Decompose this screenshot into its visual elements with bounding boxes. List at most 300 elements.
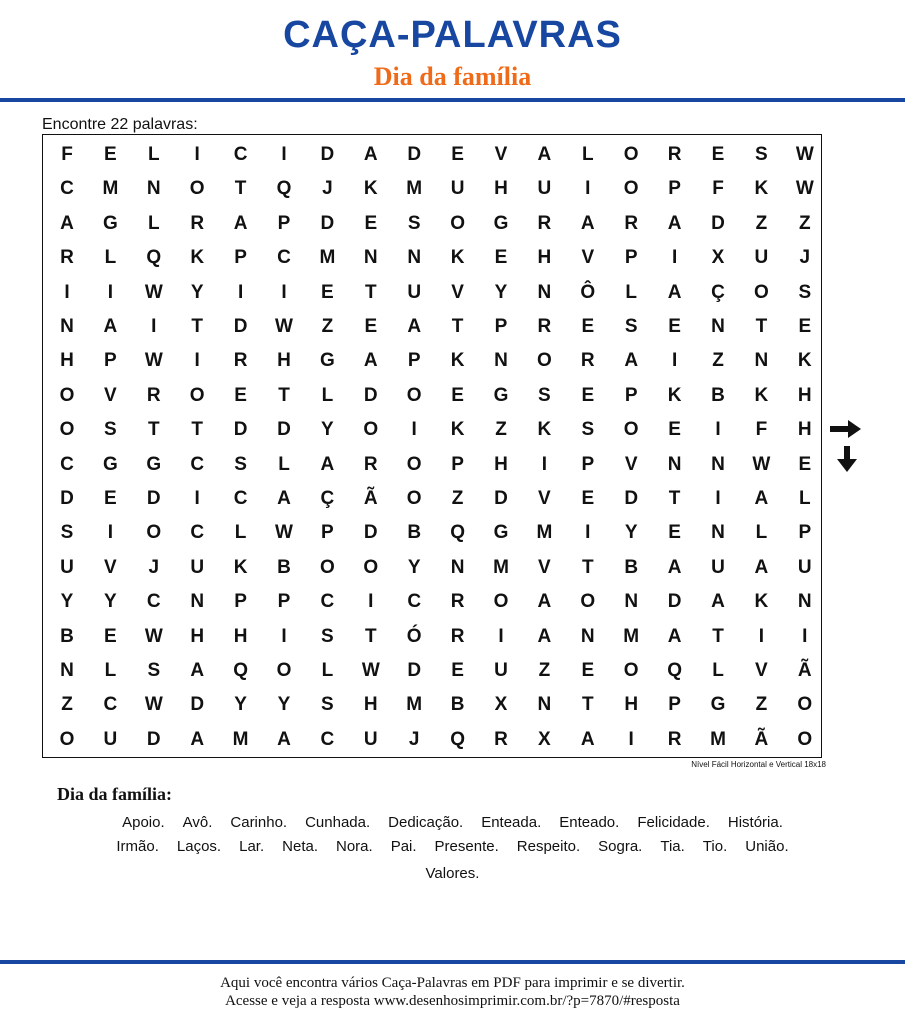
grid-cell[interactable]: A bbox=[190, 660, 205, 681]
grid-cell[interactable]: O bbox=[59, 384, 75, 406]
grid-cell[interactable]: Y bbox=[494, 281, 508, 303]
grid-cell[interactable]: Z bbox=[495, 419, 507, 441]
grid-cell[interactable]: S bbox=[234, 453, 247, 475]
grid-cell[interactable]: I bbox=[585, 178, 591, 200]
grid-cell[interactable]: N bbox=[711, 522, 725, 544]
grid-cell[interactable]: T bbox=[364, 281, 377, 303]
grid-cell[interactable]: A bbox=[103, 316, 118, 337]
grid-cell[interactable]: V bbox=[104, 384, 117, 406]
grid-cell[interactable]: D bbox=[407, 144, 422, 165]
grid-cell[interactable]: I bbox=[194, 488, 200, 509]
grid-cell[interactable]: E bbox=[798, 316, 812, 337]
grid-cell[interactable]: V bbox=[581, 247, 595, 269]
grid-cell[interactable]: O bbox=[59, 728, 75, 750]
grid-cell[interactable]: N bbox=[624, 591, 639, 613]
grid-cell[interactable]: D bbox=[233, 316, 248, 337]
grid-cell[interactable]: L bbox=[234, 522, 247, 544]
grid-cell[interactable]: A bbox=[320, 453, 335, 475]
grid-cell[interactable]: O bbox=[189, 384, 205, 406]
grid-cell[interactable]: M bbox=[536, 522, 553, 544]
grid-cell[interactable]: Ó bbox=[406, 625, 422, 647]
grid-cell[interactable]: R bbox=[580, 350, 595, 372]
grid-cell[interactable]: O bbox=[623, 419, 639, 441]
grid-cell[interactable]: W bbox=[361, 660, 380, 681]
grid-cell[interactable]: C bbox=[277, 247, 291, 269]
grid-cell[interactable]: H bbox=[537, 247, 552, 269]
grid-cell[interactable]: M bbox=[710, 728, 726, 750]
grid-cell[interactable]: K bbox=[754, 178, 769, 200]
grid-cell[interactable]: P bbox=[624, 384, 638, 406]
grid-cell[interactable]: N bbox=[797, 591, 812, 613]
grid-cell[interactable]: X bbox=[494, 694, 508, 716]
grid-cell[interactable]: I bbox=[671, 247, 678, 269]
grid-cell[interactable]: S bbox=[538, 384, 551, 406]
grid-cell[interactable]: E bbox=[581, 384, 595, 406]
grid-cell[interactable]: P bbox=[104, 350, 117, 372]
grid-cell[interactable]: N bbox=[494, 350, 508, 372]
grid-cell[interactable]: B bbox=[450, 694, 465, 716]
grid-cell[interactable]: N bbox=[537, 281, 552, 303]
grid-cell[interactable]: G bbox=[493, 384, 509, 406]
grid-cell[interactable]: A bbox=[624, 350, 639, 372]
grid-cell[interactable]: N bbox=[754, 350, 769, 372]
grid-cell[interactable]: P bbox=[321, 522, 334, 544]
grid-cell[interactable]: W bbox=[795, 178, 814, 200]
grid-cell[interactable]: A bbox=[60, 212, 74, 234]
grid-cell[interactable]: A bbox=[537, 144, 552, 165]
grid-cell[interactable]: K bbox=[233, 556, 248, 578]
grid-cell[interactable]: S bbox=[321, 625, 334, 647]
grid-cell[interactable]: T bbox=[668, 488, 681, 509]
grid-cell[interactable]: R bbox=[146, 384, 161, 406]
grid-cell[interactable]: E bbox=[364, 212, 378, 234]
grid-cell[interactable]: U bbox=[190, 556, 205, 578]
grid-cell[interactable]: B bbox=[277, 556, 291, 578]
grid-cell[interactable]: A bbox=[233, 212, 248, 234]
grid-cell[interactable]: F bbox=[755, 419, 768, 441]
grid-cell[interactable]: E bbox=[451, 660, 464, 681]
grid-cell[interactable]: Z bbox=[451, 488, 464, 509]
grid-cell[interactable]: P bbox=[234, 247, 247, 269]
grid-cell[interactable]: S bbox=[624, 316, 638, 337]
grid-cell[interactable]: A bbox=[363, 350, 378, 372]
grid-cell[interactable]: W bbox=[752, 453, 771, 475]
grid-cell[interactable]: P bbox=[668, 694, 681, 716]
grid-cell[interactable]: O bbox=[363, 556, 379, 578]
grid-cell[interactable]: A bbox=[667, 556, 682, 578]
grid-cell[interactable]: I bbox=[281, 281, 287, 303]
grid-cell[interactable]: A bbox=[363, 144, 378, 165]
grid-cell[interactable]: D bbox=[320, 212, 335, 234]
grid-cell[interactable]: R bbox=[363, 453, 378, 475]
grid-cell[interactable]: D bbox=[363, 522, 378, 544]
grid-cell[interactable]: R bbox=[190, 212, 205, 234]
grid-cell[interactable]: O bbox=[623, 660, 639, 681]
grid-cell[interactable]: O bbox=[537, 350, 552, 372]
grid-cell[interactable]: J bbox=[799, 247, 811, 269]
grid-cell[interactable]: E bbox=[234, 384, 247, 406]
grid-cell[interactable]: S bbox=[147, 660, 161, 681]
grid-cell[interactable]: Q bbox=[450, 522, 465, 544]
grid-cell[interactable]: N bbox=[580, 625, 595, 647]
grid-cell[interactable]: R bbox=[667, 144, 682, 165]
grid-cell[interactable]: B bbox=[624, 556, 639, 578]
grid-cell[interactable]: L bbox=[798, 488, 811, 509]
grid-cell[interactable]: J bbox=[408, 728, 420, 750]
grid-cell[interactable]: P bbox=[624, 247, 638, 269]
grid-cell[interactable]: B bbox=[60, 625, 74, 647]
grid-cell[interactable]: I bbox=[411, 419, 417, 441]
grid-cell[interactable]: H bbox=[190, 625, 205, 647]
grid-cell[interactable]: Ô bbox=[580, 281, 596, 303]
grid-cell[interactable]: A bbox=[667, 212, 682, 234]
grid-cell[interactable]: H bbox=[494, 178, 508, 200]
grid-cell[interactable]: P bbox=[407, 350, 421, 372]
grid-cell[interactable]: T bbox=[712, 625, 724, 647]
grid-cell[interactable]: E bbox=[668, 419, 681, 441]
grid-cell[interactable]: K bbox=[450, 350, 465, 372]
grid-cell[interactable]: E bbox=[104, 488, 117, 509]
grid-cell[interactable]: D bbox=[494, 488, 508, 509]
grid-cell[interactable]: Y bbox=[104, 591, 117, 613]
grid-cell[interactable]: R bbox=[494, 728, 508, 750]
grid-cell[interactable]: R bbox=[450, 591, 465, 613]
grid-cell[interactable]: H bbox=[797, 419, 812, 441]
grid-cell[interactable]: Z bbox=[321, 316, 334, 337]
grid-cell[interactable]: X bbox=[711, 247, 725, 269]
grid-cell[interactable]: Ã bbox=[797, 660, 812, 681]
grid-cell[interactable]: T bbox=[278, 384, 290, 406]
grid-cell[interactable]: S bbox=[755, 144, 768, 165]
grid-cell[interactable]: C bbox=[233, 488, 248, 509]
grid-cell[interactable]: T bbox=[191, 316, 203, 337]
grid-cell[interactable]: N bbox=[450, 556, 465, 578]
grid-cell[interactable]: I bbox=[281, 144, 287, 165]
grid-cell[interactable]: U bbox=[407, 281, 422, 303]
grid-cell[interactable]: C bbox=[233, 144, 248, 165]
grid-cell[interactable]: U bbox=[537, 178, 552, 200]
grid-cell[interactable]: N bbox=[711, 453, 725, 475]
grid-cell[interactable]: Z bbox=[755, 212, 768, 234]
grid-cell[interactable]: C bbox=[103, 694, 118, 716]
grid-cell[interactable]: R bbox=[60, 247, 74, 269]
grid-cell[interactable]: I bbox=[107, 281, 114, 303]
grid-cell[interactable]: E bbox=[581, 316, 595, 337]
grid-cell[interactable]: E bbox=[711, 144, 725, 165]
grid-cell[interactable]: A bbox=[277, 488, 291, 509]
grid-cell[interactable]: C bbox=[190, 522, 205, 544]
grid-cell[interactable]: L bbox=[147, 144, 160, 165]
grid-cell[interactable]: E bbox=[104, 625, 117, 647]
grid-cell[interactable]: K bbox=[450, 419, 465, 441]
grid-cell[interactable]: O bbox=[493, 591, 509, 613]
grid-cell[interactable]: O bbox=[754, 281, 769, 303]
grid-cell[interactable]: A bbox=[407, 316, 422, 337]
grid-cell[interactable]: U bbox=[494, 660, 508, 681]
grid-cell[interactable]: E bbox=[668, 316, 681, 337]
grid-cell[interactable]: L bbox=[104, 660, 117, 681]
grid-cell[interactable]: M bbox=[623, 625, 640, 647]
grid-cell[interactable]: N bbox=[60, 316, 74, 337]
grid-cell[interactable]: U bbox=[60, 556, 74, 578]
grid-cell[interactable]: I bbox=[758, 625, 765, 647]
grid-cell[interactable]: G bbox=[320, 350, 335, 372]
grid-cell[interactable]: C bbox=[320, 728, 335, 750]
grid-cell[interactable]: W bbox=[144, 350, 163, 372]
grid-cell[interactable]: O bbox=[623, 144, 639, 165]
grid-cell[interactable]: W bbox=[144, 281, 163, 303]
grid-cell[interactable]: T bbox=[147, 419, 160, 441]
grid-cell[interactable]: D bbox=[60, 488, 74, 509]
grid-cell[interactable]: D bbox=[407, 660, 422, 681]
grid-cell[interactable]: E bbox=[364, 316, 378, 337]
grid-cell[interactable]: E bbox=[798, 453, 812, 475]
grid-cell[interactable]: N bbox=[190, 591, 205, 613]
grid-cell[interactable]: R bbox=[624, 212, 639, 234]
grid-cell[interactable]: T bbox=[451, 316, 464, 337]
grid-cell[interactable]: V bbox=[624, 453, 638, 475]
grid-cell[interactable]: O bbox=[580, 591, 596, 613]
grid-cell[interactable]: U bbox=[103, 728, 118, 750]
grid-cell[interactable]: G bbox=[710, 694, 726, 716]
grid-cell[interactable]: N bbox=[667, 453, 682, 475]
grid-cell[interactable]: F bbox=[61, 144, 73, 165]
grid-cell[interactable]: K bbox=[537, 419, 552, 441]
grid-cell[interactable]: D bbox=[320, 144, 335, 165]
grid-cell[interactable]: S bbox=[60, 522, 74, 544]
grid-cell[interactable]: P bbox=[668, 178, 681, 200]
grid-cell[interactable]: H bbox=[797, 384, 812, 406]
grid-cell[interactable]: U bbox=[797, 556, 812, 578]
grid-cell[interactable]: V bbox=[451, 281, 464, 303]
grid-cell[interactable]: A bbox=[537, 625, 552, 647]
grid-cell[interactable]: M bbox=[319, 247, 336, 269]
grid-cell[interactable]: O bbox=[406, 384, 422, 406]
grid-cell[interactable]: Z bbox=[755, 694, 768, 716]
grid-cell[interactable]: R bbox=[233, 350, 248, 372]
grid-cell[interactable]: P bbox=[581, 453, 595, 475]
grid-cell[interactable]: G bbox=[493, 212, 509, 234]
grid-cell[interactable]: K bbox=[190, 247, 205, 269]
grid-cell[interactable]: Y bbox=[624, 522, 638, 544]
grid-cell[interactable]: R bbox=[450, 625, 465, 647]
grid-cell[interactable]: I bbox=[368, 591, 374, 613]
grid-cell[interactable]: K bbox=[363, 178, 378, 200]
grid-cell[interactable]: A bbox=[667, 281, 682, 303]
grid-cell[interactable]: T bbox=[364, 625, 377, 647]
grid-cell[interactable]: I bbox=[194, 144, 200, 165]
grid-cell[interactable]: F bbox=[712, 178, 724, 200]
grid-cell[interactable]: E bbox=[451, 144, 464, 165]
grid-cell[interactable]: Y bbox=[60, 591, 74, 613]
grid-cell[interactable]: N bbox=[146, 178, 161, 200]
grid-cell[interactable]: E bbox=[451, 384, 464, 406]
grid-cell[interactable]: D bbox=[190, 694, 205, 716]
grid-cell[interactable]: O bbox=[797, 694, 813, 716]
grid-cell[interactable]: P bbox=[451, 453, 464, 475]
grid-cell[interactable]: D bbox=[624, 488, 639, 509]
grid-cell[interactable]: O bbox=[146, 522, 162, 544]
grid-cell[interactable]: D bbox=[711, 212, 725, 234]
grid-cell[interactable]: O bbox=[450, 212, 465, 234]
grid-cell[interactable]: P bbox=[277, 591, 291, 613]
grid-cell[interactable]: A bbox=[754, 488, 769, 509]
grid-cell[interactable]: G bbox=[493, 522, 509, 544]
grid-cell[interactable]: Z bbox=[538, 660, 551, 681]
grid-cell[interactable]: A bbox=[580, 212, 595, 234]
grid-cell[interactable]: L bbox=[104, 247, 117, 269]
grid-cell[interactable]: I bbox=[281, 625, 287, 647]
grid-cell[interactable]: S bbox=[104, 419, 117, 441]
grid-cell[interactable]: L bbox=[278, 453, 290, 475]
grid-cell[interactable]: Ç bbox=[711, 281, 725, 303]
grid-cell[interactable]: O bbox=[276, 660, 292, 681]
grid-cell[interactable]: T bbox=[755, 316, 768, 337]
grid-cell[interactable]: Q bbox=[450, 728, 465, 750]
grid-cell[interactable]: L bbox=[147, 212, 160, 234]
grid-cell[interactable]: I bbox=[498, 625, 504, 647]
grid-cell[interactable]: H bbox=[277, 350, 291, 372]
grid-cell[interactable]: U bbox=[754, 247, 769, 269]
grid-cell[interactable]: L bbox=[321, 384, 334, 406]
grid-cell[interactable]: W bbox=[275, 522, 293, 544]
grid-cell[interactable]: Ã bbox=[363, 488, 378, 509]
grid-cell[interactable]: L bbox=[321, 660, 334, 681]
grid-cell[interactable]: N bbox=[537, 694, 552, 716]
grid-cell[interactable]: A bbox=[580, 728, 595, 750]
grid-cell[interactable]: W bbox=[144, 625, 163, 647]
grid-cell[interactable]: Q bbox=[233, 660, 248, 681]
grid-cell[interactable]: S bbox=[798, 281, 812, 303]
grid-cell[interactable]: D bbox=[363, 384, 378, 406]
grid-cell[interactable]: A bbox=[711, 591, 725, 613]
grid-cell[interactable]: Q bbox=[276, 178, 292, 200]
grid-cell[interactable]: V bbox=[104, 556, 117, 578]
grid-cell[interactable]: O bbox=[623, 178, 639, 200]
grid-cell[interactable]: L bbox=[755, 522, 768, 544]
grid-cell[interactable]: I bbox=[194, 350, 200, 372]
grid-cell[interactable]: T bbox=[191, 419, 203, 441]
grid-cell[interactable]: X bbox=[538, 728, 551, 750]
grid-cell[interactable]: B bbox=[407, 522, 422, 544]
grid-cell[interactable]: D bbox=[233, 419, 248, 441]
grid-cell[interactable]: E bbox=[668, 522, 681, 544]
grid-cell[interactable]: C bbox=[60, 178, 74, 200]
grid-cell[interactable]: I bbox=[628, 728, 634, 750]
grid-cell[interactable]: E bbox=[104, 144, 117, 165]
grid-cell[interactable]: K bbox=[754, 591, 769, 613]
grid-cell[interactable]: I bbox=[671, 350, 678, 372]
grid-cell[interactable]: Y bbox=[407, 556, 421, 578]
grid-cell[interactable]: N bbox=[60, 660, 74, 681]
grid-cell[interactable]: Y bbox=[277, 694, 291, 716]
grid-cell[interactable]: T bbox=[581, 694, 594, 716]
grid-cell[interactable]: I bbox=[585, 522, 591, 544]
grid-cell[interactable]: D bbox=[277, 419, 291, 441]
grid-cell[interactable]: R bbox=[537, 212, 552, 234]
grid-cell[interactable]: G bbox=[103, 453, 118, 475]
grid-cell[interactable]: P bbox=[798, 522, 812, 544]
grid-cell[interactable]: A bbox=[277, 728, 291, 750]
grid-cell[interactable]: I bbox=[107, 522, 114, 544]
grid-cell[interactable]: D bbox=[146, 728, 161, 750]
grid-cell[interactable]: I bbox=[64, 281, 70, 303]
grid-cell[interactable]: T bbox=[234, 178, 247, 200]
grid-cell[interactable]: I bbox=[715, 419, 721, 441]
grid-cell[interactable]: H bbox=[624, 694, 639, 716]
grid-cell[interactable]: O bbox=[406, 453, 422, 475]
grid-cell[interactable]: Z bbox=[61, 694, 73, 716]
grid-cell[interactable]: E bbox=[581, 488, 595, 509]
grid-cell[interactable]: V bbox=[755, 660, 768, 681]
grid-cell[interactable]: P bbox=[234, 591, 247, 613]
grid-cell[interactable]: C bbox=[407, 591, 422, 613]
grid-cell[interactable]: C bbox=[146, 591, 161, 613]
grid-cell[interactable]: C bbox=[190, 453, 205, 475]
grid-cell[interactable]: K bbox=[797, 350, 812, 372]
grid-cell[interactable]: W bbox=[275, 316, 293, 337]
grid-cell[interactable]: S bbox=[321, 694, 334, 716]
grid-cell[interactable]: W bbox=[795, 144, 814, 165]
grid-cell[interactable]: O bbox=[189, 178, 205, 200]
grid-cell[interactable]: M bbox=[406, 178, 423, 200]
grid-cell[interactable]: H bbox=[363, 694, 378, 716]
grid-cell[interactable]: O bbox=[59, 419, 75, 441]
grid-cell[interactable]: V bbox=[494, 144, 508, 165]
grid-cell[interactable]: H bbox=[494, 453, 508, 475]
grid-cell[interactable]: M bbox=[493, 556, 509, 578]
grid-cell[interactable]: I bbox=[715, 488, 721, 509]
grid-cell[interactable]: N bbox=[407, 247, 422, 269]
grid-cell[interactable]: A bbox=[190, 728, 205, 750]
grid-cell[interactable]: N bbox=[711, 316, 725, 337]
grid-cell[interactable]: S bbox=[581, 419, 595, 441]
grid-cell[interactable]: E bbox=[581, 660, 595, 681]
grid-cell[interactable]: G bbox=[103, 212, 118, 234]
grid-cell[interactable]: H bbox=[233, 625, 248, 647]
grid-cell[interactable]: I bbox=[237, 281, 244, 303]
grid-cell[interactable]: W bbox=[144, 694, 163, 716]
grid-cell[interactable]: T bbox=[581, 556, 594, 578]
grid-cell[interactable]: V bbox=[538, 488, 551, 509]
grid-cell[interactable]: B bbox=[711, 384, 725, 406]
grid-cell[interactable]: V bbox=[538, 556, 551, 578]
grid-cell[interactable]: U bbox=[450, 178, 465, 200]
grid-cell[interactable]: Ç bbox=[320, 488, 335, 509]
grid-cell[interactable]: O bbox=[320, 556, 335, 578]
grid-cell[interactable]: M bbox=[232, 728, 249, 750]
grid-cell[interactable]: O bbox=[406, 488, 422, 509]
grid-cell[interactable]: I bbox=[802, 625, 808, 647]
grid-cell[interactable]: U bbox=[711, 556, 725, 578]
grid-cell[interactable]: G bbox=[146, 453, 162, 475]
grid-cell[interactable]: M bbox=[406, 694, 423, 716]
grid-cell[interactable]: A bbox=[754, 556, 769, 578]
grid-cell[interactable]: D bbox=[146, 488, 161, 509]
grid-cell[interactable]: H bbox=[60, 350, 74, 372]
grid-cell[interactable]: S bbox=[407, 212, 421, 234]
grid-cell[interactable]: I bbox=[541, 453, 548, 475]
grid-cell[interactable]: J bbox=[148, 556, 160, 578]
grid-cell[interactable]: O bbox=[363, 419, 379, 441]
grid-cell[interactable]: Y bbox=[321, 419, 334, 441]
grid-cell[interactable]: Z bbox=[798, 212, 811, 234]
grid-cell[interactable]: L bbox=[625, 281, 637, 303]
grid-cell[interactable]: A bbox=[667, 625, 682, 647]
grid-cell[interactable]: N bbox=[363, 247, 378, 269]
grid-cell[interactable]: I bbox=[151, 316, 157, 337]
grid-cell[interactable]: C bbox=[320, 591, 335, 613]
